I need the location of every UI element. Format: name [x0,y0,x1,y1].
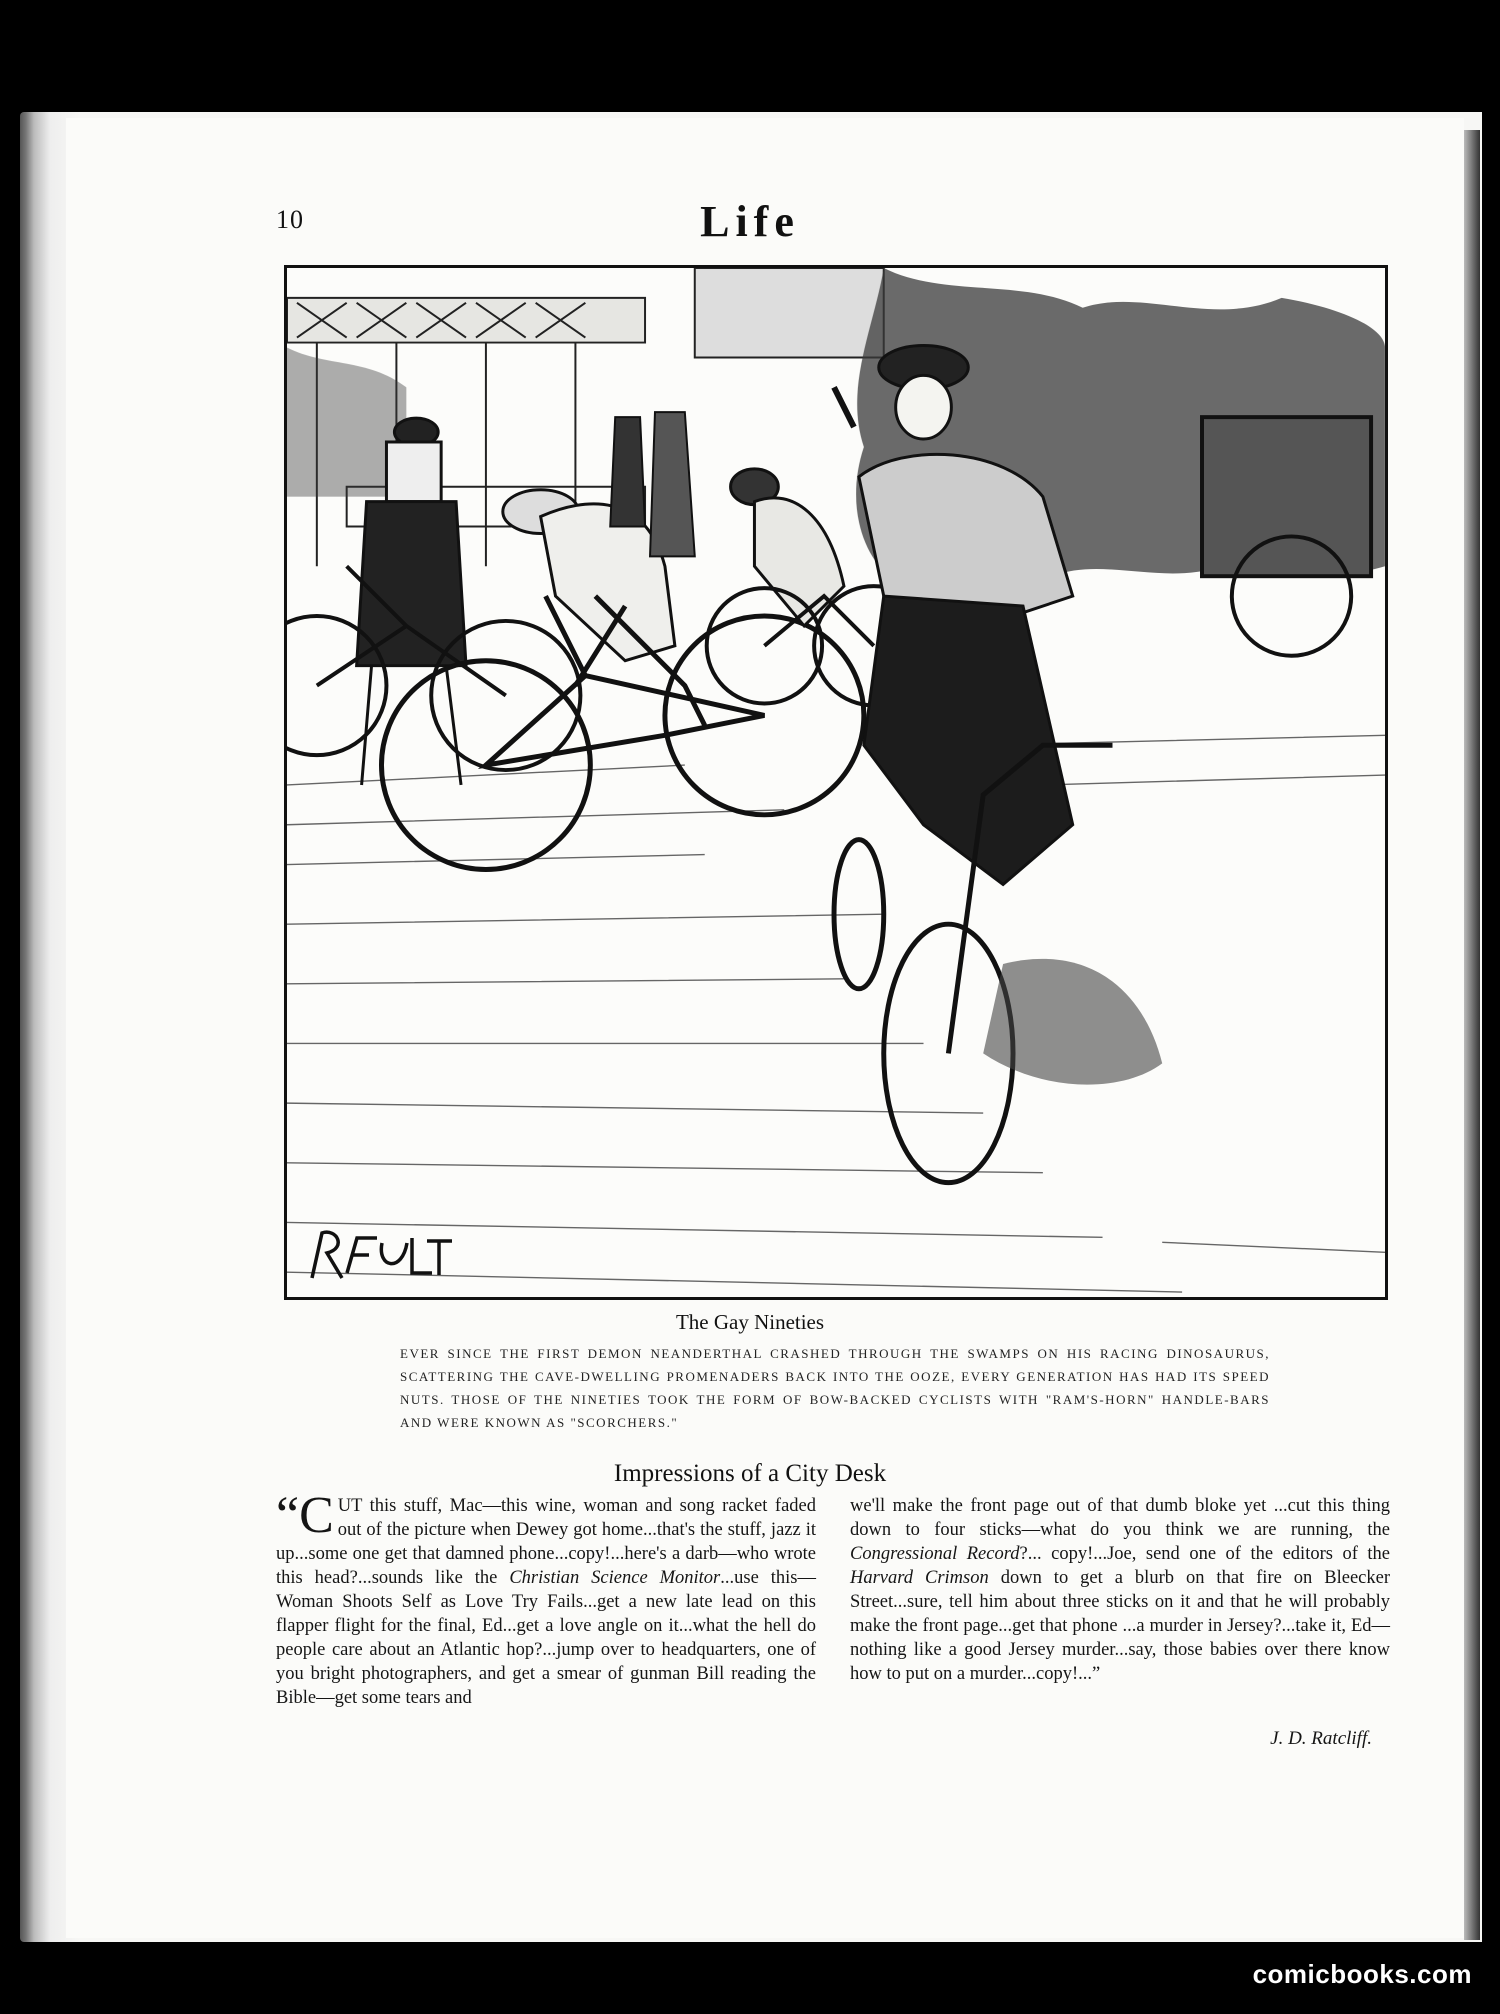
illustration-caption-text: EVER SINCE THE FIRST DEMON NEANDERTHAL CRASHED THROUGH THE SWAMPS ON HIS RACING DINOSAURUS, SCATTERING THE CAVE-DWELLING PROMENADERS BACK INTO THE OOZE, EVERY GENERATION HAS HAD ITS SPEED NUTS. THOSE OF THE NINETIES TOOK THE FORM OF BOW-BACKED CYCLISTS WITH "RAM'S-HORN" HANDLE-BARS AND WERE KNOWN AS "SCORCHERS." [400,1346,1270,1430]
masthead-title: Life [700,197,800,246]
article-text: ?... copy!...Joe, send one of the editors of the [1019,1544,1390,1564]
page-binding-shadow [1464,130,1480,1940]
italic-title: Harvard Crimson [850,1568,989,1588]
article-text: we'll make the front page out of that dumb bloke yet ...cut this thing down to four sticks—what do you think we are running, the [850,1496,1390,1540]
artist-signature [307,1223,457,1283]
article-text: UT this stuff, Mac—this wine, woman and song racket faded out of the picture when Dewey got home...that's the stuff, jazz it up...some one get that damned phone...copy!...here's a darb—who wrote this head?...sounds like the [276,1496,816,1588]
article-title: Impressions of a City Desk [613,1460,887,1487]
article-text: down to get a blurb on that fire on Bleecker Street...sure, tell him about three sticks on it and that he will probably make the front page...get that phone ...a murder in Jersey?...take it, Ed—nothing like a good Jersey murder...say, those babies over there know how to put on a murder...copy!...” [850,1568,1390,1684]
cyclists-illustration [284,265,1388,1300]
article-column-left [276,1487,816,1710]
illustration-caption-title: The Gay Nineties [675,1310,825,1334]
article-column-right [850,1494,1390,1686]
article-text: ...use this—Woman Shoots Self as Love Try Fails...get a new late lead on this flapper flight for the final, Ed...get a love angle on it...what the hell do people care about an Atlantic hop?...jump over to headquarters, one of you bright photographers, and get a smear of gunman Bill reading the Bible—get some tears and [276,1568,816,1708]
article-byline: J. D. Ratcliff. [1270,1728,1372,1749]
italic-title: Christian Science Monitor [509,1568,721,1588]
drop-cap: “C [276,1487,334,1544]
site-watermark: comicbooks.com [1252,1959,1472,1989]
italic-title: Congressional Record [850,1544,1020,1564]
page-number: 10 [276,205,304,234]
illustration-drawing [287,268,1385,1297]
scan-background-top [0,0,1500,112]
